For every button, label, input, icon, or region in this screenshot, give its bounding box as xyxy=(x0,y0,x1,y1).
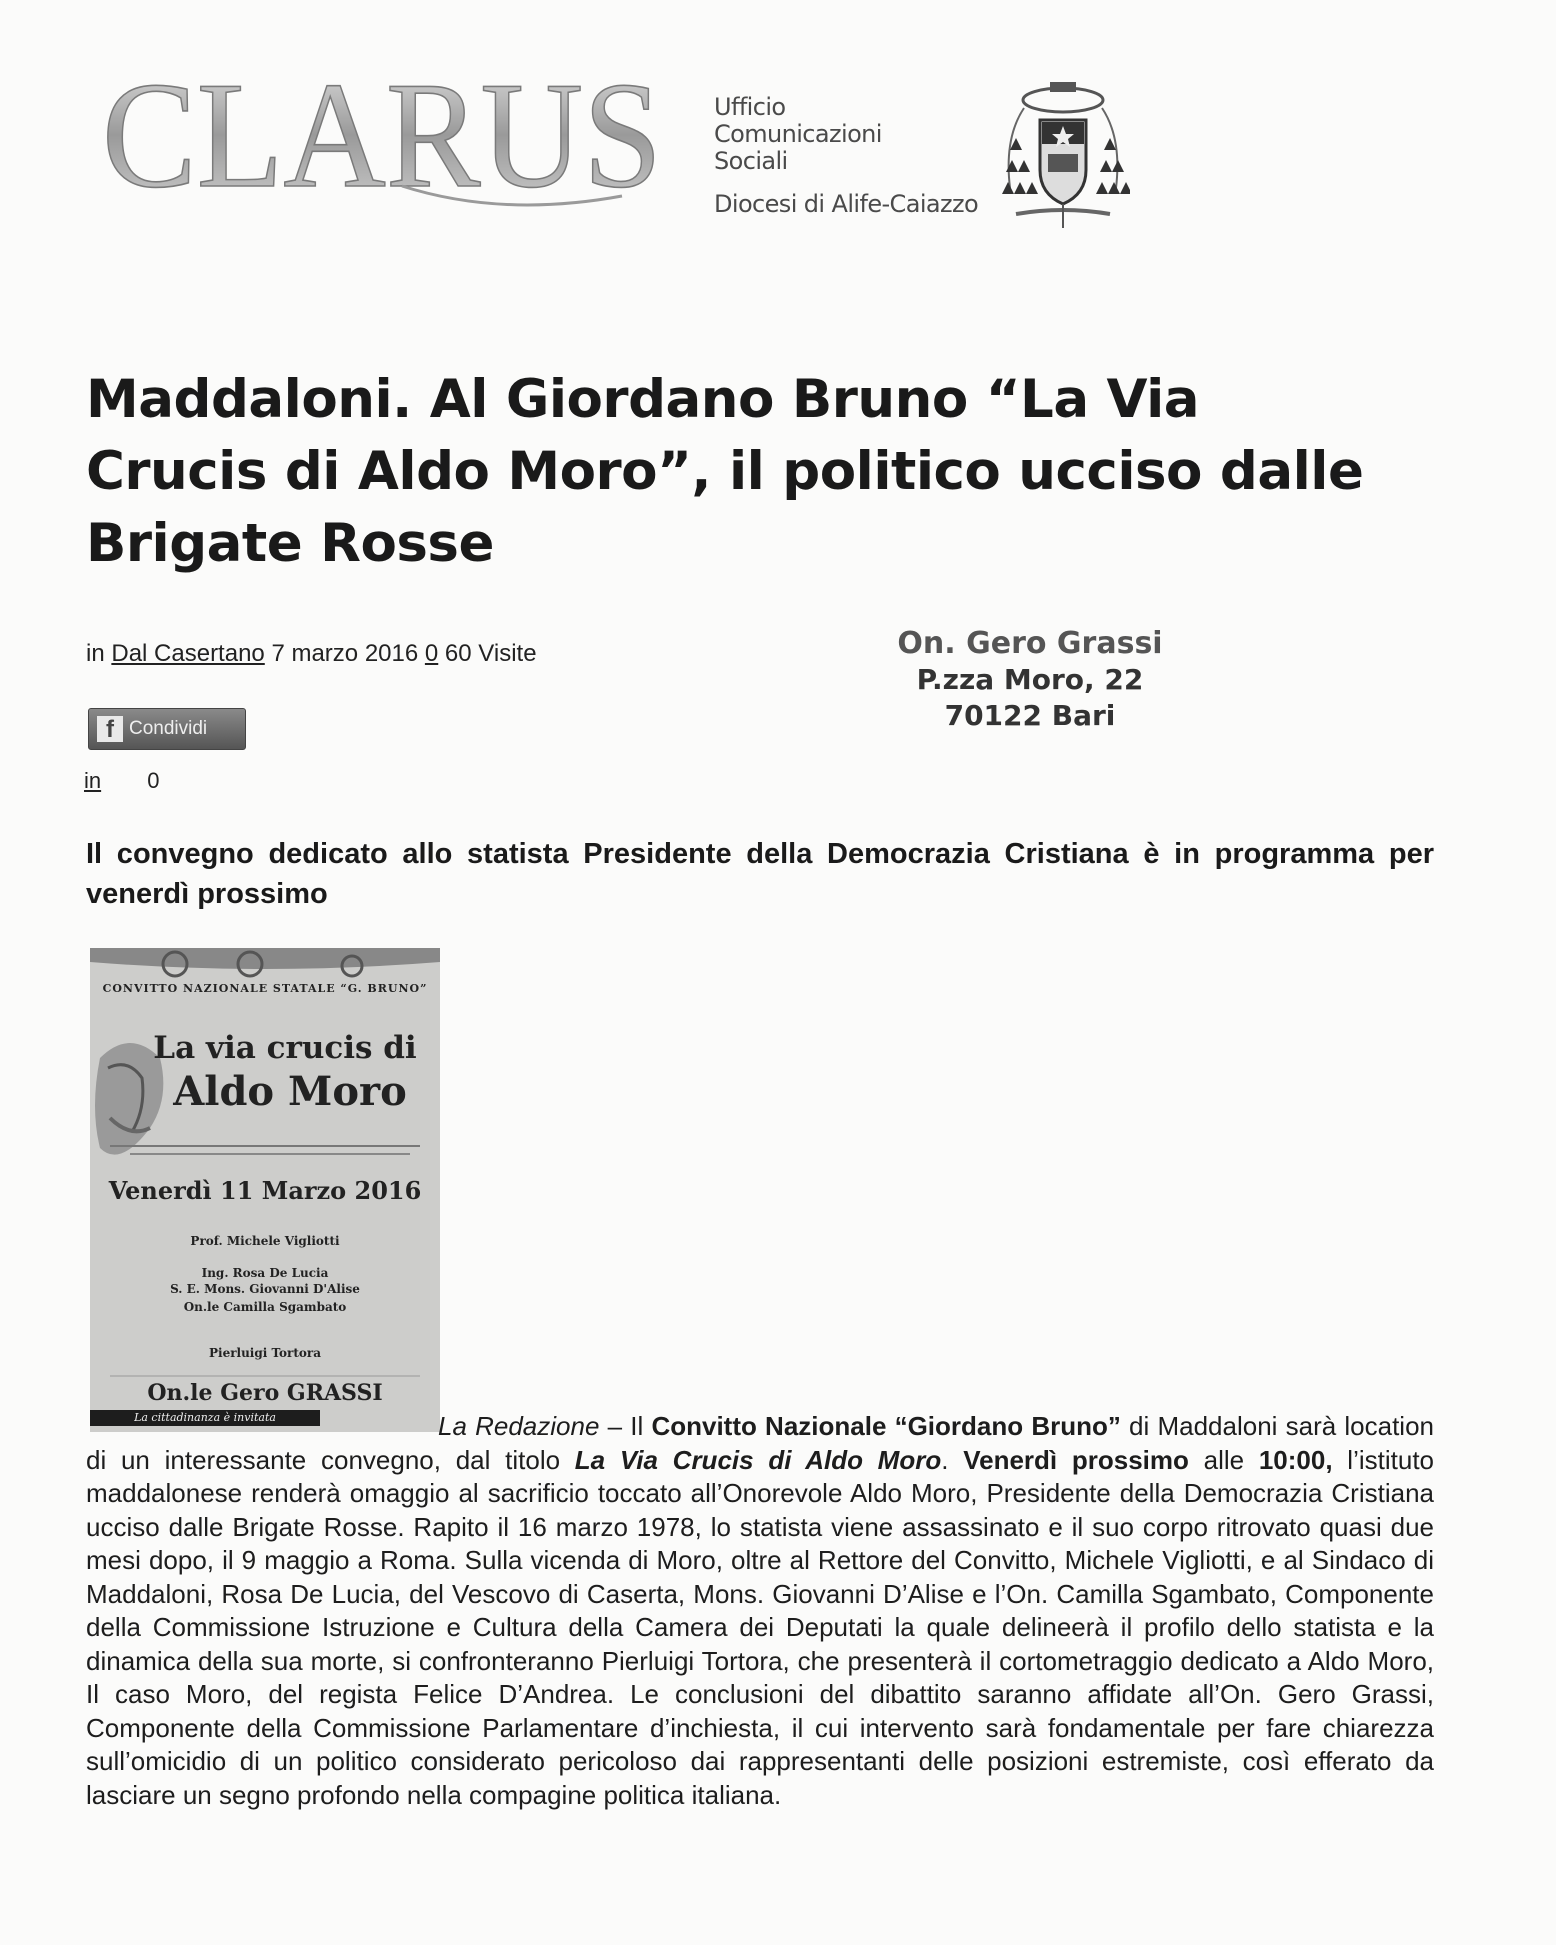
diocese-name: Diocesi di Alife-Caiazzo xyxy=(714,190,979,218)
category-link[interactable]: Dal Casertano xyxy=(111,640,265,667)
meta-prefix: in xyxy=(86,640,105,667)
office-line: Comunicazioni xyxy=(714,120,882,148)
poster-footer: La cittadinanza è invitata xyxy=(134,1411,276,1424)
poster-speaker: On.le Camilla Sgambato xyxy=(183,1300,347,1314)
office-line: Sociali xyxy=(714,147,788,175)
linkedin-link[interactable]: in xyxy=(84,768,102,793)
facebook-share-button[interactable] xyxy=(88,708,246,750)
author: La Redazione xyxy=(438,1411,600,1441)
event-title: La Via Crucis di Aldo Moro xyxy=(574,1444,942,1475)
poster-header: CONVITTO NAZIONALE STATALE “G. BRUNO” xyxy=(102,982,428,995)
poster-speaker: Prof. Michele Vigliotti xyxy=(190,1234,340,1248)
linkedin-count: 0 xyxy=(147,768,160,793)
body-text-run: alle xyxy=(1188,1444,1259,1475)
article-date: 7 marzo 2016 xyxy=(271,640,419,667)
poster-title-line2: Aldo Moro xyxy=(173,1068,407,1115)
body-text-run: – Il xyxy=(599,1411,652,1441)
poster-speaker: S. E. Mons. Giovanni D'Alise xyxy=(170,1282,360,1296)
poster-speaker: Pierluigi Tortora xyxy=(208,1346,322,1360)
poster-speaker: Ing. Rosa De Lucia xyxy=(201,1266,329,1280)
stamp-name: On. Gero Grassi xyxy=(897,626,1163,661)
clarus-logo xyxy=(102,58,680,214)
logo-text: CLARUS xyxy=(102,58,662,214)
stamp-city: 70122 Bari xyxy=(944,699,1116,732)
office-label xyxy=(714,94,984,218)
event-time: 10:00, xyxy=(1258,1444,1333,1475)
body-text-run: l’istituto maddalonese renderà omaggio al sacrificio toccato all’Onorevole Aldo Moro, Presidente della Democrazia Cristiana ucciso dalle Brigate Rosse. Rapito il 16 marzo 1978, lo statista viene assassinato e il suo corpo ritrovato quasi due mesi dopo, il 9 maggio a Roma. Sulla vicenda di Moro, oltre al Rettore del Convitto, Michele Vigliotti, e al Sindaco di Maddaloni, Rosa De Lucia, del Vescovo di Caserta, Mons. Giovanni D’Alise e l’On. Camilla Sgambato, Componente della Commissione Istruzione e Cultura della Camera dei Deputati la quale delineerà il profilo dello statista e la dinamica della sua morte, si confronteranno Pierluigi Tortora, che presenterà il cortometraggio dedicato a Aldo Moro, Il caso Moro, del regista Felice D’Andrea. Le conclusioni del dibattito saranno affidate all’On. Gero Grassi, Componente della Commissione Parlamentare d’inchiesta, il cui intervento sarà fondamentale per fare chiarezza sull’omicidio di un politico considerato pericoloso dai rappresentanti delle posizioni estremiste, così efferato da lasciare un segno profondo nella compagine politica italiana. xyxy=(86,1444,1435,1810)
office-line: Ufficio xyxy=(714,93,786,121)
poster-date: Venerdì 11 Marzo 2016 xyxy=(108,1176,422,1205)
stamp-street: P.zza Moro, 22 xyxy=(916,663,1144,696)
event-poster-image xyxy=(90,948,440,1432)
article-subtitle: Il convegno dedicato allo statista Presidente della Democrazia Cristiana è in programma per venerdì prossimo xyxy=(86,838,1434,910)
article-body xyxy=(86,1410,1434,1812)
address-stamp xyxy=(880,626,1180,734)
comments-count-link[interactable]: 0 xyxy=(424,640,439,667)
linkedin-share xyxy=(84,768,160,794)
coat-of-arms-icon xyxy=(996,78,1130,228)
article-meta xyxy=(86,640,537,668)
visits-count: 60 Visite xyxy=(444,640,537,667)
poster-guest: On.le Gero GRASSI xyxy=(147,1380,383,1406)
body-text-run: di Maddaloni sarà location di un interessante convegno, dal titolo xyxy=(86,1411,1435,1475)
facebook-icon: f xyxy=(97,716,123,742)
school-name: Convitto Nazionale “Giordano Bruno” xyxy=(651,1411,1121,1441)
event-day: Venerdì prossimo xyxy=(963,1444,1189,1475)
share-label: Condividi xyxy=(129,718,208,739)
poster-title-line1: La via crucis di xyxy=(153,1030,417,1066)
body-text-run: . xyxy=(941,1444,964,1475)
article-title: Maddaloni. Al Giordano Bruno “La Via Crucis di Aldo Moro”, il politico ucciso dalle Brigate Rosse xyxy=(86,369,1364,574)
